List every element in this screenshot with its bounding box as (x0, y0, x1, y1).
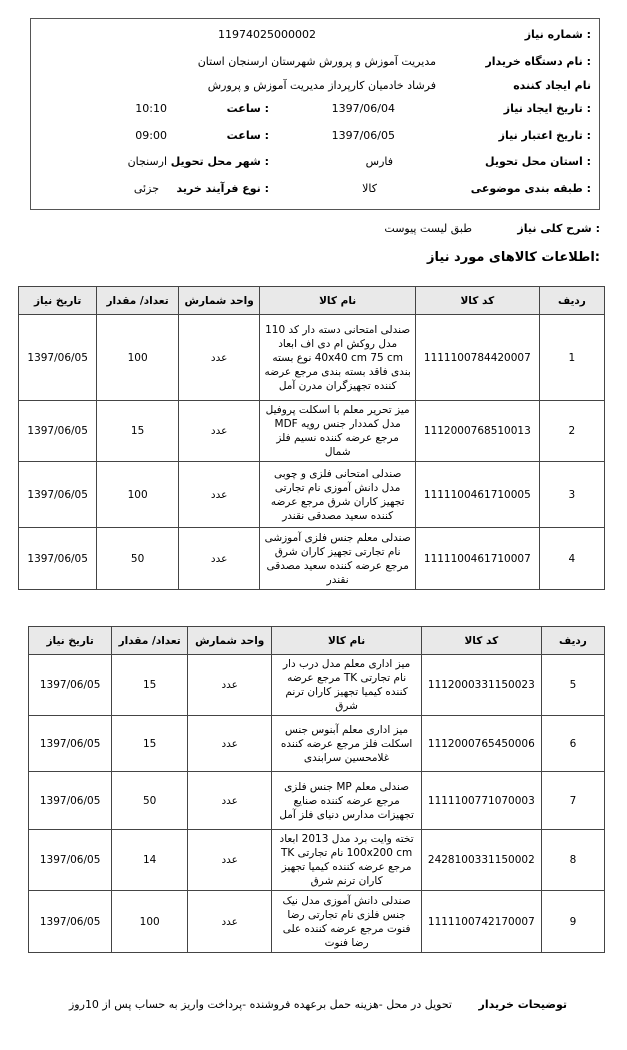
category-label: طبقه بندی موضوعی : (470, 182, 591, 195)
valid-time-value: 09:00 (135, 129, 167, 142)
cell-row: 7 (541, 772, 604, 830)
need-number-label: شماره نیاز : (524, 28, 591, 41)
cell-unit: عدد (188, 830, 272, 891)
cell-name: صندلی معلم جنس فلزی آموزشی نام تجارتی تجهیز کاران شرق مرجع عرضه کننده سعید مصدقی نقندر (260, 528, 416, 590)
cell-date: 1397/06/05 (29, 655, 112, 716)
cell-name: میز تحریر معلم با اسکلت پروفیل مدل کمددار جنس رویه MDF مرجع عرضه کننده نسیم فلز شمال (260, 401, 416, 462)
created-time-value: 10:10 (135, 102, 167, 115)
cell-name: صندلی امتحانی دسته دار کد 110 مدل روکش ام دی اف ابعاد 40x40 cm 75 cm نوع بسته بندی فاقد بسته بندی مرجع عرضه کننده تجهیزگران مدرن آمل (260, 315, 416, 401)
items-table-1 (18, 286, 605, 590)
cell-code: 1111100461710007 (415, 528, 539, 590)
creator-value: فرشاد خادمیان کارپرداز مدیریت آموزش و پرورش (207, 79, 436, 92)
cell-qty: 14 (112, 830, 188, 891)
cell-date: 1397/06/05 (29, 830, 112, 891)
cell-row: 4 (539, 528, 604, 590)
cell-qty: 15 (112, 716, 188, 772)
cell-unit: عدد (178, 315, 260, 401)
buyer-notes-value: تحویل در محل -هزینه حمل برعهده فروشنده -پرداخت واریز به حساب پس از 10روز (69, 998, 452, 1011)
cell-qty: 100 (97, 315, 179, 401)
valid-date-label: تاریخ اعتبار نیاز : (498, 129, 591, 142)
province-label: استان محل تحویل : (485, 155, 591, 168)
process-label: نوع فرآیند خرید : (176, 182, 269, 195)
cell-name: صندلی امتحانی فلزی و چوبی مدل دانش آموزی نام تجارتی تجهیز کاران شرق مرجع عرضه کننده سعید مصدقی نقندر (260, 462, 416, 528)
table-row (29, 830, 605, 891)
col-row: ردیف (539, 287, 604, 315)
items-title: اطلاعات کالاهای مورد نیاز: (426, 250, 600, 265)
creator-label: نام ایجاد کننده (513, 79, 591, 92)
need-number-value: 11974025000002 (218, 28, 316, 41)
col-date: تاریخ نیاز (29, 627, 112, 655)
buyer-org-label: نام دستگاه خریدار : (485, 55, 591, 68)
cell-code: 2428100331150002 (421, 830, 541, 891)
cell-qty: 15 (112, 655, 188, 716)
table-row (29, 891, 605, 953)
cell-code: 1111100461710005 (415, 462, 539, 528)
cell-name: صندلی دانش آموزی مدل نیک جنس فلزی نام تجارتی رضا فنوت مرجع عرضه کننده علی رضا فنوت (272, 891, 422, 953)
cell-code: 1112000768510013 (415, 401, 539, 462)
cell-row: 5 (541, 655, 604, 716)
cell-name: تخته وایت برد مدل 2013 ابعاد 100x200 cm نام تجارتی TK مرجع عرضه کننده کیمیا تجهیز کاران ترنم شرق (272, 830, 422, 891)
cell-qty: 100 (97, 462, 179, 528)
valid-time-label: ساعت : (226, 129, 269, 142)
cell-code: 1111100771070003 (421, 772, 541, 830)
cell-date: 1397/06/05 (19, 401, 97, 462)
cell-date: 1397/06/05 (29, 891, 112, 953)
col-unit: واحد شمارش (178, 287, 260, 315)
cell-qty: 50 (112, 772, 188, 830)
summary-label: شرح کلی نیاز : (517, 222, 600, 235)
table-header-row (29, 627, 605, 655)
col-code: کد کالا (415, 287, 539, 315)
col-unit: واحد شمارش (188, 627, 272, 655)
cell-row: 3 (539, 462, 604, 528)
items-table-2 (28, 626, 605, 953)
buyer-org-row (31, 52, 599, 72)
province-value: فارس (365, 155, 393, 168)
table-header-row (19, 287, 605, 315)
cell-code: 1111100742170007 (421, 891, 541, 953)
cell-row: 8 (541, 830, 604, 891)
cell-unit: عدد (188, 716, 272, 772)
col-code: کد کالا (421, 627, 541, 655)
creator-row (31, 76, 599, 96)
cell-date: 1397/06/05 (19, 528, 97, 590)
cell-unit: عدد (188, 655, 272, 716)
cell-unit: عدد (178, 528, 260, 590)
cell-qty: 15 (97, 401, 179, 462)
table-row (29, 772, 605, 830)
cell-name: میز اداری معلم آبنوس جنس اسکلت فلز مرجع عرضه کننده غلامحسین سرابندی (272, 716, 422, 772)
col-qty: تعداد/ مقدار (97, 287, 179, 315)
col-name: نام کالا (272, 627, 422, 655)
table-row (19, 401, 605, 462)
col-name: نام کالا (260, 287, 416, 315)
cell-date: 1397/06/05 (19, 462, 97, 528)
need-info-box (30, 18, 600, 210)
cell-name: میز اداری معلم مدل درب دار نام تجارتی TK مرجع عرضه کننده کیمیا تجهیز کاران ترنم شرق (272, 655, 422, 716)
created-time-label: ساعت : (226, 102, 269, 115)
cell-name: صندلی معلم MP جنس فلزی مرجع عرضه کننده صنایع تجهیزات مدارس دنیای فلز آمل (272, 772, 422, 830)
table-row (19, 315, 605, 401)
category-row (31, 179, 599, 199)
cell-row: 6 (541, 716, 604, 772)
cell-date: 1397/06/05 (29, 772, 112, 830)
table-row (29, 655, 605, 716)
cell-code: 1112000331150023 (421, 655, 541, 716)
category-value: کالا (362, 182, 377, 195)
col-qty: تعداد/ مقدار (112, 627, 188, 655)
cell-unit: عدد (188, 772, 272, 830)
cell-qty: 100 (112, 891, 188, 953)
cell-code: 1111100784420007 (415, 315, 539, 401)
valid-date-value: 1397/06/05 (331, 129, 395, 142)
cell-unit: عدد (178, 462, 260, 528)
table-row (19, 462, 605, 528)
city-value: ارسنجان (127, 155, 167, 168)
cell-unit: عدد (188, 891, 272, 953)
buyer-org-value: مدیریت آموزش و پرورش شهرستان ارسنجان استان (197, 55, 436, 68)
cell-row: 2 (539, 401, 604, 462)
summary-value: طبق لیست پیوست (384, 222, 472, 235)
table-row (19, 528, 605, 590)
col-row: ردیف (541, 627, 604, 655)
created-date-label: تاریخ ایجاد نیاز : (503, 102, 591, 115)
created-date-value: 1397/06/04 (331, 102, 395, 115)
city-label: شهر محل تحویل : (170, 155, 269, 168)
cell-qty: 50 (97, 528, 179, 590)
created-date-row (31, 99, 599, 119)
table-row (29, 716, 605, 772)
cell-date: 1397/06/05 (19, 315, 97, 401)
cell-row: 9 (541, 891, 604, 953)
cell-unit: عدد (178, 401, 260, 462)
delivery-location-row (31, 152, 599, 172)
cell-code: 1112000765450006 (421, 716, 541, 772)
process-value: جزئی (133, 182, 159, 195)
need-number-row (31, 25, 599, 45)
valid-date-row (31, 126, 599, 146)
buyer-notes-label: توضیحات خریدار (478, 998, 567, 1011)
col-date: تاریخ نیاز (19, 287, 97, 315)
cell-date: 1397/06/05 (29, 716, 112, 772)
cell-row: 1 (539, 315, 604, 401)
